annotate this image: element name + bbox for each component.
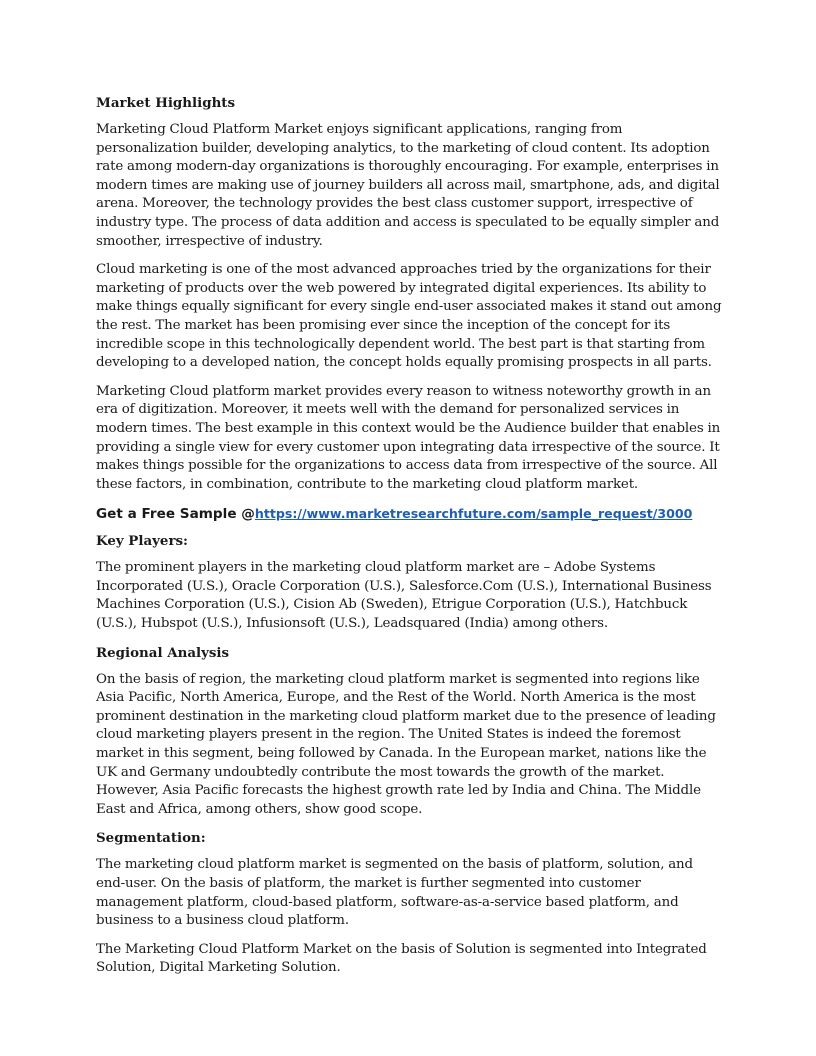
key-players-paragraph: The prominent players in the marketing cloud platform market are – Adobe Systems Incorporated (U.S.), Oracle Corporation (U.S.), Salesforce.Com (U.S.), International Business Machines Corporation (U.S.), Cision Ab (Sweden), Etrigue Corporation (U.S.), Hatchbuck (U.S.), Hubspot (U.S.), Infusionsoft (U.S.), Leadsquared (India) among others. (96, 560, 712, 632)
free-sample-line (96, 504, 722, 524)
highlights-paragraph-3: Marketing Cloud platform market provides every reason to witness noteworthy growth in an era of digitization. Moreover, it meets well with the demand for personalized services in modern times. The best example in this context would be the Audience builder that enables in providing a single view for every customer upon integrating data irrespective of the source. It makes things possible for the organizations to access data from irrespective of the source. All these factors, in combination, contribute to the marketing cloud platform market. (96, 383, 721, 492)
regional-analysis-paragraph: On the basis of region, the marketing cloud platform market is segmented into regions like Asia Pacific, North America, Europe, and the Rest of the World. North America is the most prominent destination in the marketing cloud platform market due to the presence of leading cloud marketing players present in the region. The United States is indeed the foremost market in this segment, being followed by Canada. In the European market, nations like the UK and Germany undoubtedly contribute the most towards the growth of the market. However, Asia Pacific forecasts the highest growth rate led by India and China. The Middle East and Africa, among others, show good scope. (96, 671, 716, 817)
sample-request-link[interactable]: https://www.marketresearchfuture.com/sample_request/3000 (254, 506, 693, 522)
free-sample-label: Get a Free Sample @ (96, 506, 255, 523)
segmentation-paragraph-2: The Marketing Cloud Platform Market on the basis of Solution is segmented into Integrated Solution, Digital Marketing Solution. (96, 941, 707, 976)
market-highlights-heading: Market Highlights (96, 95, 236, 111)
segmentation-paragraph-1: The marketing cloud platform market is segmented on the basis of platform, solution, and end-user. On the basis of platform, the market is further segmented into customer management platform, cloud-based platform, software-as-a-service based platform, and business to a business cloud platform. (96, 857, 693, 929)
highlights-paragraph-1: Marketing Cloud Platform Market enjoys significant applications, ranging from personalization builder, developing analytics, to the marketing of cloud content. Its adoption rate among modern-day organizations is thoroughly encouraging. For example, enterprises in modern times are making use of journey builders all across mail, smartphone, ads, and digital arena. Moreover, the technology provides the best class customer support, irrespective of industry type. The process of data addition and access is speculated to be equally simpler and smoother, irrespective of industry. (96, 122, 720, 249)
regional-analysis-heading: Regional Analysis (96, 644, 230, 661)
key-players-heading: Key Players: (96, 533, 188, 550)
segmentation-heading: Segmentation: (96, 830, 206, 847)
highlights-paragraph-2: Cloud marketing is one of the most advanced approaches tried by the organizations for their marketing of products over the web powered by integrated digital experiences. Its ability to make things equally significant for every single end-user associated makes it stand out among the rest. The market has been promising ever since the inception of the concept for its incredible scope in this technologically dependent world. The best part is that starting from developing to a developed nation, the concept holds equally promising prospects in all parts. (96, 262, 722, 371)
document-page (96, 94, 722, 988)
